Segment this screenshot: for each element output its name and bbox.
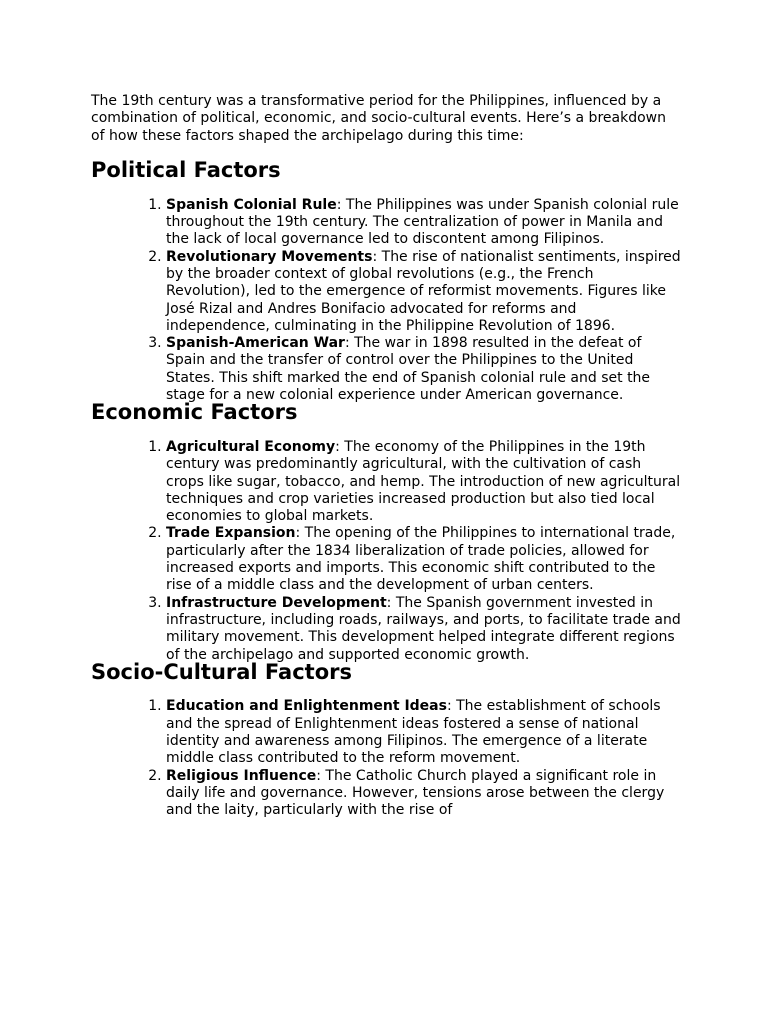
political-factors-list — [91, 197, 681, 405]
list-item — [166, 197, 681, 249]
list-item-term: Trade Expansion — [166, 525, 296, 542]
list-item-term: Infrastructure Development — [166, 594, 387, 611]
list-item — [166, 595, 681, 664]
list-item — [166, 525, 681, 594]
list-item-term: Revolutionary Movements — [166, 248, 373, 265]
list-item-term: Spanish Colonial Rule — [166, 196, 337, 213]
section-heading-socio-cultural: Socio-Cultural Factors — [91, 659, 352, 684]
list-item-term: Spanish-American War — [166, 335, 345, 352]
socio-cultural-factors-list — [91, 698, 681, 819]
list-item-text: : The Philippines was under Spanish colonial rule throughout the 19th century. The centralization of power in Manila and the lack of local governance led to discontent among Filipinos. — [166, 196, 679, 248]
list-item-text: : The establishment of schools and the spread of Enlightenment ideas fostered a sense of national identity and awareness among Filipinos. The emergence of a literate middle class contributed to the reform movement. — [166, 698, 661, 767]
list-item-text: : The economy of the Philippines in the 19th century was predominantly agricultural, with the cultivation of cash crops like sugar, tobacco, and hemp. The introduction of new agricultural techniques and crop varieties increased production but also tied local economies to global markets. — [166, 438, 681, 525]
list-item-text: : The opening of the Philippines to international trade, particularly after the 1834 liberalization of trade policies, allowed for increased exports and imports. This economic shift contributed to the rise of a middle class and the development of urban centers. — [166, 525, 676, 594]
list-item — [166, 335, 681, 404]
economic-factors-list — [91, 439, 681, 664]
list-item-text: : The war in 1898 resulted in the defeat of Spain and the transfer of control over the Philippines to the United States. This shift marked the end of Spanish colonial rule and set the stage for a new colonial experience under American governance. — [166, 335, 651, 404]
list-item — [166, 698, 681, 767]
list-item — [166, 439, 681, 525]
list-item-text: : The Catholic Church played a significant role in daily life and governance. However, tensions arose between the clergy and the laity, particularly with the rise of — [166, 767, 665, 819]
list-item-term: Education and Enlightenment Ideas — [166, 698, 447, 715]
list-item — [166, 768, 681, 820]
list-item-term: Agricultural Economy — [166, 438, 336, 455]
document-page — [91, 93, 681, 819]
list-item-term: Religious Influence — [166, 767, 317, 784]
list-item-text: : The rise of nationalist sentiments, inspired by the broader context of global revolutions (e.g., the French Revolution), led to the emergence of reformist movements. Figures like José Rizal and Andres Bonifacio advocated for reforms and independence, culminating in the Philippine Revolution of 1896. — [166, 248, 681, 334]
section-heading-economic: Economic Factors — [91, 400, 298, 425]
intro-paragraph: The 19th century was a transformative period for the Philippines, influenced by a combination of political, economic, and socio-cultural events. Here’s a breakdown of how these factors shaped the archipelago during this time: — [91, 93, 666, 144]
list-item-text: : The Spanish government invested in infrastructure, including roads, railways, and ports, to facilitate trade and military movement. This development helped integrate different regions of the archipelago and supported economic growth. — [166, 594, 681, 663]
section-heading-political: Political Factors — [91, 158, 281, 183]
list-item — [166, 249, 681, 335]
